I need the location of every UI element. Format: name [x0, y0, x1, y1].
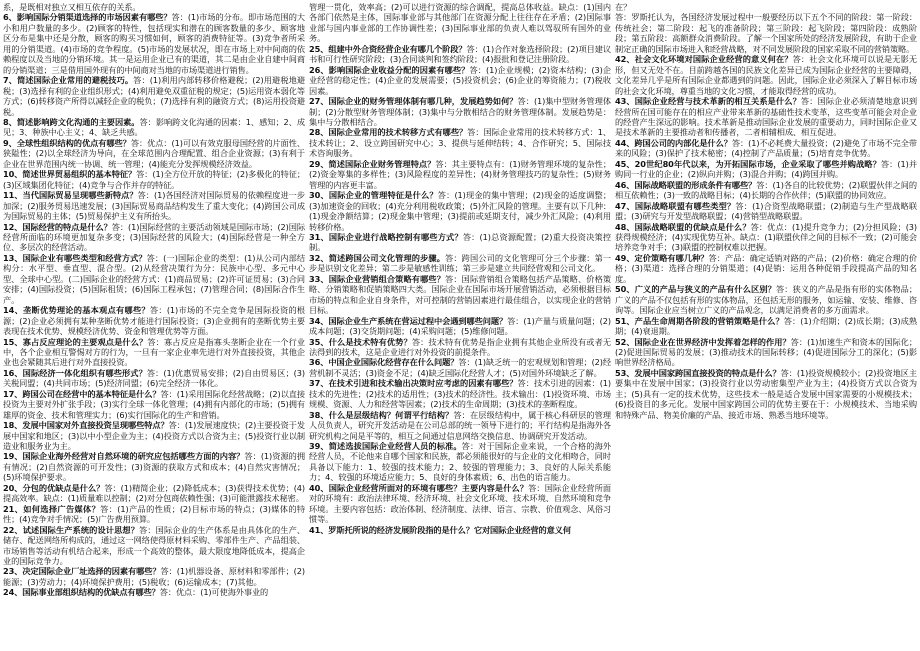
answer-text: 答：对于国际企业来说，一个合格的海外经营人员，不论他来自哪个国家和民族，都必须能很好的与企业的文化相吻合，同时具备以下能力：1、较强的技术能力；2、较强的管理能力；3、良好的人际关系能力；4、较强的环境适应能力；5、良好的身体素质；6、出色的语言能力。: [309, 441, 611, 483]
answer-text: 答：(1)利用内部转移价格避税；(2)用避税地避税；(3)选择有利的企业组织形式；(4)利用避免双重征税的规定；(5)运用资本弱化等方式；(6)转移资产所得以减轻企业的税负；(7)选择有利的融资方式；(8)运用投资避税。: [3, 75, 305, 117]
answer-text: 答：优点：(1)可以有效克服母国经营的片面性、狭隘性；(2)以全球经济为导向，在全球范围内合理配置、组合企业资源；(3)有利于企业在世界范围内统一协调、统一管理；(4)能充分发挥规模经济效益。: [3, 137, 305, 169]
answer-text: 答：(1)投资规模较小；(2)投资地区主要集中在发展中国家；(3)投资行业以劳动密集型产业为主；(4)投资方式以合资为主；(5)具有一定的技术优势，这些技术一般是适合发展中国家需要的小规模技术；(6)投资目的多元化。发展中国家跨国公司的优势主要在于：小规模技术、当地采购和特殊产品、物美价廉的产品、接近市场、熟悉当地环境等。: [615, 367, 917, 420]
answer-text: 答：(一)国际企业的类型：(1)从公司内部结构分：水平型、垂直型、混合型。(2)从经营决策行为分：民族中心型、多元中心型、全球中心型。(二)国际企业的经营方式：(1)商品贸易；(2)许可证贸易；(3)合同安排；(4)国际投资；(5)国际租赁；(6)国际工程承包；(7)管理合同；(8)国际合作生产。: [3, 252, 305, 305]
question-text: 29、简述国际企业财务管理特点？: [309, 158, 436, 169]
answer-text: 答：(1)并购同一行业的企业；(2)纵向并购；(3)混合并购；(4)跨国并购。: [615, 158, 917, 180]
qa-item: [615, 201, 917, 222]
qa-item: [615, 337, 917, 368]
question-text: 53、发展中国家跨国直接投资的特点是什么？: [615, 367, 781, 378]
question-text: 41、罗斯托所说的经济发展阶段指的是什么？它对国际企业经营的意义何: [309, 524, 571, 535]
text-column-left: [3, 2, 305, 651]
qa-item: [309, 232, 611, 253]
question-text: 18、发展中国家对外直接投资呈现哪些特点？: [3, 420, 169, 431]
qa-item: [309, 44, 611, 65]
qa-item: [615, 159, 917, 180]
question-text: 42、社会文化环境对国际企业经营的意义何在？: [615, 54, 793, 65]
qa-item: [3, 587, 305, 597]
qa-item: [309, 253, 611, 274]
question-text: 26、影响国际企业收益分配的因素有哪些？: [309, 64, 470, 75]
qa-item: [615, 253, 917, 284]
qa-item: [615, 12, 917, 54]
answer-text: 答：在层级结构中，属于核心科研层的管理人员负责人，研究开发活动是在公司总部的统一领导下进行的；平行结构是指海外各研究机构之间是平等的，相互之间通过信息网络交换信息、协调研究开发活动。: [309, 409, 611, 441]
qa-item: [309, 483, 611, 525]
answer-text: 答：(1)产量与质量问题；(2)成本问题；(3)交货期问题；(4)采购问题；(5)维修问题。: [309, 315, 611, 337]
qa-item: [309, 357, 611, 378]
answer-text: 答：社会文化环境可以说是无影无形，但又无处不在。目前跨越各国的民族文化差异已成为国际企业经营的主要障碍，文化差异几乎是所有国际企业都遇到的问题。因此，国际企业必须深入了解目标市场的社会文化环境，尊重当地的文化习惯，才能取得经营的成功。: [615, 54, 917, 96]
qa-item: [3, 368, 305, 389]
qa-item: [309, 65, 611, 96]
question-text: 8、简述影响跨文化沟通的主要因素。: [3, 116, 140, 127]
answer-text: 答：(1)资源的拥有情况；(2)自然资源的可开发性；(3)资源的获取方式和成本；(4)自然灾害情况；(5)环境保护要求。: [3, 451, 305, 483]
answer-text: 答：(1)优惠贸易安排；(2)自由贸易区；(3)关税同盟；(4)共同市场；(5)经济同盟；(6)完全经济一体化。: [3, 367, 305, 389]
question-text: 16、国际经济一体化组织有哪些形式？: [3, 367, 147, 378]
question-text: 31、国际企业进行战略控制有哪些方式？: [309, 231, 463, 242]
qa-item: [3, 420, 305, 451]
answer-text: 答：(1)不必耗费大量投资；(2)避免了市场不完全带来的风险；(3)保护了技术秘密；(4)控制了产品质量；(5)培育竞争优势。: [615, 137, 917, 159]
answer-text: 答：(1)市场的不完全竞争是国际投资的根源；(2)企业必须拥有某种垄断优势才能进行国际投资；(3)企业拥有的垄断优势主要表现在技术优势、规模经济优势、资金和管理优势等方面。: [3, 305, 305, 337]
qa-item: [309, 190, 611, 232]
answer-text: 答：优点：(1)提升竞争力；(2)分担风险；(3)获得规模经济；(4)实现优势互补。缺点：(1)联盟伙伴之间的目标不一致；(2)可能会培养竞争对手；(3)联盟的控制权难以把握。: [615, 221, 917, 253]
qa-item: [615, 284, 917, 315]
question-text: 6、影响国际分销渠道选择的市场因素有哪些？: [3, 12, 172, 23]
question-text: 51、产品生命周期各阶段的营销策略是什么？: [615, 315, 784, 326]
question-text: 35、什么是技术特有优势？: [309, 336, 412, 347]
qa-item: [309, 525, 611, 535]
qa-item: [3, 337, 305, 368]
answer-text: 答：(1)企业规模；(2)资本结构；(3)企业经营的稳定性；(4)企业的发展需要；(5)投资机会；(6)企业的筹资能力；(7)税收因素。: [309, 64, 611, 96]
question-text: 12、国际经营的特点是什么？: [3, 221, 112, 232]
qa-item: [3, 12, 305, 75]
answer-text: 答：影响跨文化沟通的因素：1、感知；2、成见；3、种族中心主义；4、缺乏共感。: [3, 116, 305, 138]
question-text: 38、什么是层级结构？何谓平行结构？: [309, 409, 454, 420]
question-text: 37、在技术引进和技术输出决策时应考虑的因素有哪些？: [309, 378, 518, 389]
qa-item: [309, 159, 611, 190]
answer-text: 答：技术特有优势是指企业拥有其他企业所没有或者无法得到的技术，这是企业进行对外投资的前提条件。: [309, 336, 611, 357]
answer-text: 答：(1)集中型财务管理体制；(2)分散型财务管理体制；(3)集中与分散相结合的财务管理体制。发展趋势是：集中与分散相结合。: [309, 96, 611, 127]
answer-text: 管理一贯化，效率高；(2)可以进行资源的综合调配，提高总体收益。缺点：(1)国内各部门依然是主体，国际事业部与其他部门在资源分配上往往存在矛盾；(2)国际事业部与国内事业部的工作协调性差；(3)国际事业部的负责人难以驾驭所有国外的业务。: [309, 2, 611, 44]
question-text: 43、国际企业经营与技术革新的相互关系是什么？: [615, 96, 801, 107]
qa-item: [3, 525, 305, 567]
answer-text: 答：国际企业必须清楚地意识到经营所在国可能存在的相应产业带来革新的基础性技术变革，这些变革可能会对企业的经营产生深远的影响。技术革新是推动国际企业发展的重要动力，同时国际企业又是技术革新的主要推动者和传播者，二者相辅相成、相互促进。: [615, 96, 917, 138]
question-text: 40、国际企业经营所面对的环境有哪些？主要内容是什么？: [309, 482, 529, 493]
text-column-right: [615, 2, 917, 651]
qa-item: [3, 389, 305, 420]
question-text: 15、寡占反应理论的主要观点是什么？: [3, 336, 148, 347]
qa-item: [615, 138, 917, 159]
question-text: 44、跨国公司的内部化是什么？: [615, 137, 732, 148]
answer-text: 答：(1)采用国际化经营战略；(2)以直接投资为主要对外扩张手段；(3)实行全球一体化管理；(4)拥有内部化的市场；(5)拥有雄厚的资金、技术和管理实力；(6)实行国际化的生产和营销。: [3, 388, 305, 420]
question-text: 32、简述跨国公司文化管理的步骤。: [309, 252, 446, 263]
question-text: 45、20世纪80年代以来，为开拓国际市场，企业采取了哪些并购战略？: [615, 158, 881, 169]
question-text: 19、国际企业海外经营对自然环境的研究应包括哪些方面的内容？: [3, 451, 245, 462]
qa-item: [615, 2, 917, 12]
question-text: 13、国际企业有哪些类型和经营方式？: [3, 252, 147, 263]
question-text: 47、国际战略联盟有哪些类型？: [615, 200, 736, 211]
answer-text: 答：罗斯托认为，各国经济发展过程中一般要经历以下五个不同的阶段：第一阶段：传统社会；第二阶段：起飞的准备阶段；第三阶段：起飞阶段；第四阶段：成熟阶段；第五阶段：高额群众消费阶段。了解一个国家所处的经济发展阶段，有助于企业制定正确的国际市场进入和经营战略，对不同发展阶段的国家采取不同的营销策略。: [615, 12, 917, 54]
qa-item: [615, 368, 917, 420]
qa-item: [3, 138, 305, 169]
question-text: 10、简述世界贸易组织的基本特征？: [3, 169, 137, 180]
answer-text: 答：(1)各国经济对国际贸易的依赖程度进一步加深；(2)服务贸易迅速发展；(3)国际贸易商品结构发生了重大变化；(4)跨国公司成为国际贸易的主体；(5)贸易保护主义有所抬头。: [3, 190, 305, 222]
answer-text: 答：(1)加速生产和资本的国际化；(2)促进国际贸易的发展；(3)推动技术的国际转移；(4)促进国际分工的深化；(5)影响世界经济格局。: [615, 336, 917, 368]
qa-item: [3, 451, 305, 482]
qa-item: [3, 566, 305, 587]
question-text: 23、决定国际企业厂址选择的因素有哪些？: [3, 566, 161, 577]
qa-item: [3, 2, 305, 12]
question-text: 7、简述国际企业常用的避税技巧。: [3, 75, 134, 86]
answer-text: 答：优点：(1)可使海外事业的: [159, 587, 269, 598]
question-text: 52、国际企业在世界经济中发挥着怎样的作用？: [615, 336, 791, 347]
qa-item: [3, 305, 305, 336]
qa-item: [309, 410, 611, 441]
question-text: 11、当代国际贸易呈现哪些新特点？: [3, 190, 138, 201]
qa-item: [309, 337, 611, 358]
answer-text: 答：技术引进的因素：(1)技术的先进性；(2)技术的适用性；(3)技术的经济性。技术输出：(1)投资环境、市场规模、资源、人力和经营等因素；(2)技术的生命周期；(3)技术的垄断程度。: [309, 378, 611, 410]
qa-item: [615, 316, 917, 337]
question-text: 28、国际企业常用的技术转移方式有哪些？: [309, 127, 468, 138]
answer-text: 答：国际企业常用的技术转移方式：1、技术转让；2、设立跨国研究中心；3、提供与延伸结转；4、合作研究；5、国际技术咨询服务。: [309, 127, 611, 159]
answer-text: 答：(1)现金的集中管理；(2)现金的适度调整；(3)加速资金的回收；(4)充分利用税收政策；(5)外汇风险的管理。主要有以下几种：(1)现金净额结算；(2)现金集中管理；(3)提前或延期支付，减少外汇风险；(4)利用转移价格。: [309, 190, 611, 232]
qa-item: [3, 117, 305, 138]
answer-text: 答：国际企业经营所面对的环境有：政治法律环境、经济环境、社会文化环境、技术环境、自然环境和竞争环境。主要内容包括：政治体制、经济制度、法律、语言、宗教、价值观念、风俗习惯等。: [309, 482, 611, 525]
question-text: 48、国际战略联盟的优缺点是什么？: [615, 221, 751, 232]
qa-item: [3, 169, 305, 190]
answer-text: 答：(1)国际经营的主要活动领域是国际市场；(2)国际经营所面临的环境更加复杂多变；(3)国际经营的风险大；(4)国际经营是一种全方位、多层次的经营活动。: [3, 221, 305, 253]
answer-text: 答：(1)精简企业；(2)降低成本；(3)获得技术优势；(4)提高效率。缺点：(1)质量难以控制；(2)对分包商依赖性强；(3)可能泄露技术秘密。: [3, 482, 305, 504]
qa-item: [309, 96, 611, 127]
qa-item: [3, 190, 305, 221]
answer-text: 答：其主要特点有：(1)财务管理环境的复杂性；(2)资金筹集的多样性；(3)风险程度的差异性；(4)财务管理技巧的复杂性；(5)财务管理的内容更丰富。: [309, 158, 611, 190]
answer-text: 答：国际营销组合策略包括产品策略、价格策略、分销策略和促销策略四大类。国际企业在国际市场开展营销活动，必须根据目标市场的特点和企业自身条件，对可控制的营销因素进行最佳组合，以实现企业的营销目标。: [309, 273, 611, 316]
qa-item: [3, 222, 305, 253]
answer-text: 答：跨国公司的文化管理可分三个步骤：第一步是识别文化差异；第二步是敏感性训练；第三步是建立共同经营观和公司文化。: [309, 252, 611, 274]
question-text: 14、垄断优势理论的基本观点有哪些？: [3, 305, 150, 316]
qa-item: [309, 378, 611, 409]
question-text: 20、分包的优缺点是什么？: [3, 482, 105, 493]
answer-text: 答：(1)合资型战略联盟；(2)制造与生产型战略联盟；(3)研究与开发型战略联盟；(4)营销型战略联盟。: [615, 200, 917, 222]
answer-text: 答：(1)各自的比较优势；(2)联盟伙伴之间的相互依赖性；(3)一致的战略目标；(4)长期的合作伙伴；(5)联盟的协同效应。: [615, 179, 917, 201]
question-text: 36、中国企业国际化经营存在什么问题？: [309, 357, 459, 368]
answer-text: 答：(1)总资源配置；(2)重大投资决策控制。: [309, 231, 611, 253]
qa-item: [3, 253, 305, 305]
qa-item: [309, 127, 611, 158]
question-text: 17、跨国公司在经营中的基本特征是什么？: [3, 388, 161, 399]
question-text: 39、简述选拔国际企业经营人员的标准。: [309, 441, 462, 452]
qa-item: [615, 96, 917, 138]
question-text: 27、国际企业的财务管理体制有哪几种，发展趋势如何？: [309, 96, 518, 107]
answer-text: 答：(1)机器设备、原材料和零部件；(2)能源；(3)劳动力；(4)环境保护费用；(5)税收；(6)运输成本；(7)其他。: [3, 566, 305, 587]
question-text: 25、组建中外合资经营企业有哪几个阶段？: [309, 43, 467, 54]
qa-item: [3, 483, 305, 504]
answer-text: 答：(1)合作对象选择阶段；(2)项目建议书和可行性研究阶段；(3)合同谈判和签约阶段；(4)报批和登记注册阶段。: [309, 43, 611, 65]
answer-text: 答：产品：确定适销对路的产品；(2)价格：确定合理的价格；(3)渠道：选择合理的分销渠道；(4)促销：运用各种促销手段提高产品的知名度。: [615, 252, 917, 284]
question-text: 50、广义的产品与狭义的产品有什么区别？: [615, 284, 776, 295]
qa-item: [3, 504, 305, 525]
answer-text: 答：狭义的产品是指有形的实体物品；广义的产品不仅包括有形的实体物品，还包括无形的服务，如运输、安装、维修、咨询等。国际企业应当树立广义的产品观念，以满足消费者的多方面需求。: [615, 284, 917, 316]
question-text: 30、国际企业的管理特征是什么？: [309, 190, 438, 201]
answer-text: 答：国际企业的生产体系是由具体化的生产、储存、配送网络所构成的，通过这一网络使得原材料采购、零部件生产、产品组装、市场销售等活动有机结合起来，形成一个高效的整体，最大限度地降低成本，提高企业的国际竞争力。: [3, 524, 305, 567]
qa-item: [309, 316, 611, 337]
answer-text: 答：(1)介绍期；(2)成长期；(3)成熟期；(4)衰退期。: [615, 315, 917, 337]
question-text: 33、国际企业营销组合策略有哪些？: [309, 273, 446, 284]
qa-item: [615, 222, 917, 253]
qa-item: [615, 180, 917, 201]
question-text: 21、如何选择广告媒体？: [3, 503, 101, 514]
question-text: 9、全球性组织结构的优点有哪些？: [3, 137, 131, 148]
answer-text: 答：(1)发展速度快；(2)主要投资于发展中国家和地区；(3)以中小型企业为主；(4)投资方式以合资为主；(5)投资行业以制造业和服务业为主。: [3, 420, 305, 452]
qa-item: [3, 75, 305, 117]
qa-item: [309, 2, 611, 44]
qa-item: [615, 54, 917, 96]
answer-text: 答：(1)市场的分布。即市场范围的大小和用户数量的多少。(2)顾客的特性，包括现实和潜在的顾客数量的多少、顾客地区分布是集中还是分散，顾客的购买习惯如何，顾客的消费特征等。(3)竞争者所采用的分销渠道。(4)市场的竞争程度。(5)市场的发展状况，即在市场上对中间商的依赖程度以及当地的分销环境。其一是运用企业已有的渠道，其二是由企业自建中间商的分销渠道；三是借用国外现有的中间商对当地的市场渠道进行销售。: [3, 12, 305, 75]
question-text: 46、国际战略联盟的形成条件有哪些？: [615, 179, 757, 190]
question-text: 34、国际企业生产系统在营运过程中会遇到哪些问题？: [309, 315, 508, 326]
answer-text: 在？: [615, 2, 632, 12]
answer-text: 答：(1)全方位开放的特征；(2)多极化的特征；(3)区域集团化特征；(4)竞争与合作并存的特征。: [3, 169, 305, 190]
text-column-middle: [309, 2, 611, 651]
question-text: 22、试述国际生产系统的设计思想？: [3, 524, 140, 535]
qa-item: [309, 274, 611, 316]
answer-text: 答：(1)产品的性质；(2)目标市场的特点；(3)媒体的特性；(4)竞争对手情况；(5)广告费用预算。: [3, 503, 305, 525]
question-text: 24、国际事业部组织结构的优缺点有哪些？: [3, 587, 160, 598]
answer-text: 系，是既相对独立又相互依存的关系。: [3, 2, 141, 12]
answer-text: 答：寡占反应是指寡头垄断企业在一个行业中，各个企业相互警惕对方的行为，一旦有一家企业率先进行对外直接投资，其他企业也会紧随其后进行对外直接投资。: [3, 336, 305, 368]
answer-text: 答：(1)缺乏统一的宏观规划和管理；(2)经营机制不灵活；(3)资金不足；(4)缺乏国际化经营人才；(5)对国外环境缺乏了解。: [309, 357, 611, 378]
qa-item: [309, 441, 611, 483]
question-text: 49、定价策略有哪几种？: [615, 252, 709, 263]
